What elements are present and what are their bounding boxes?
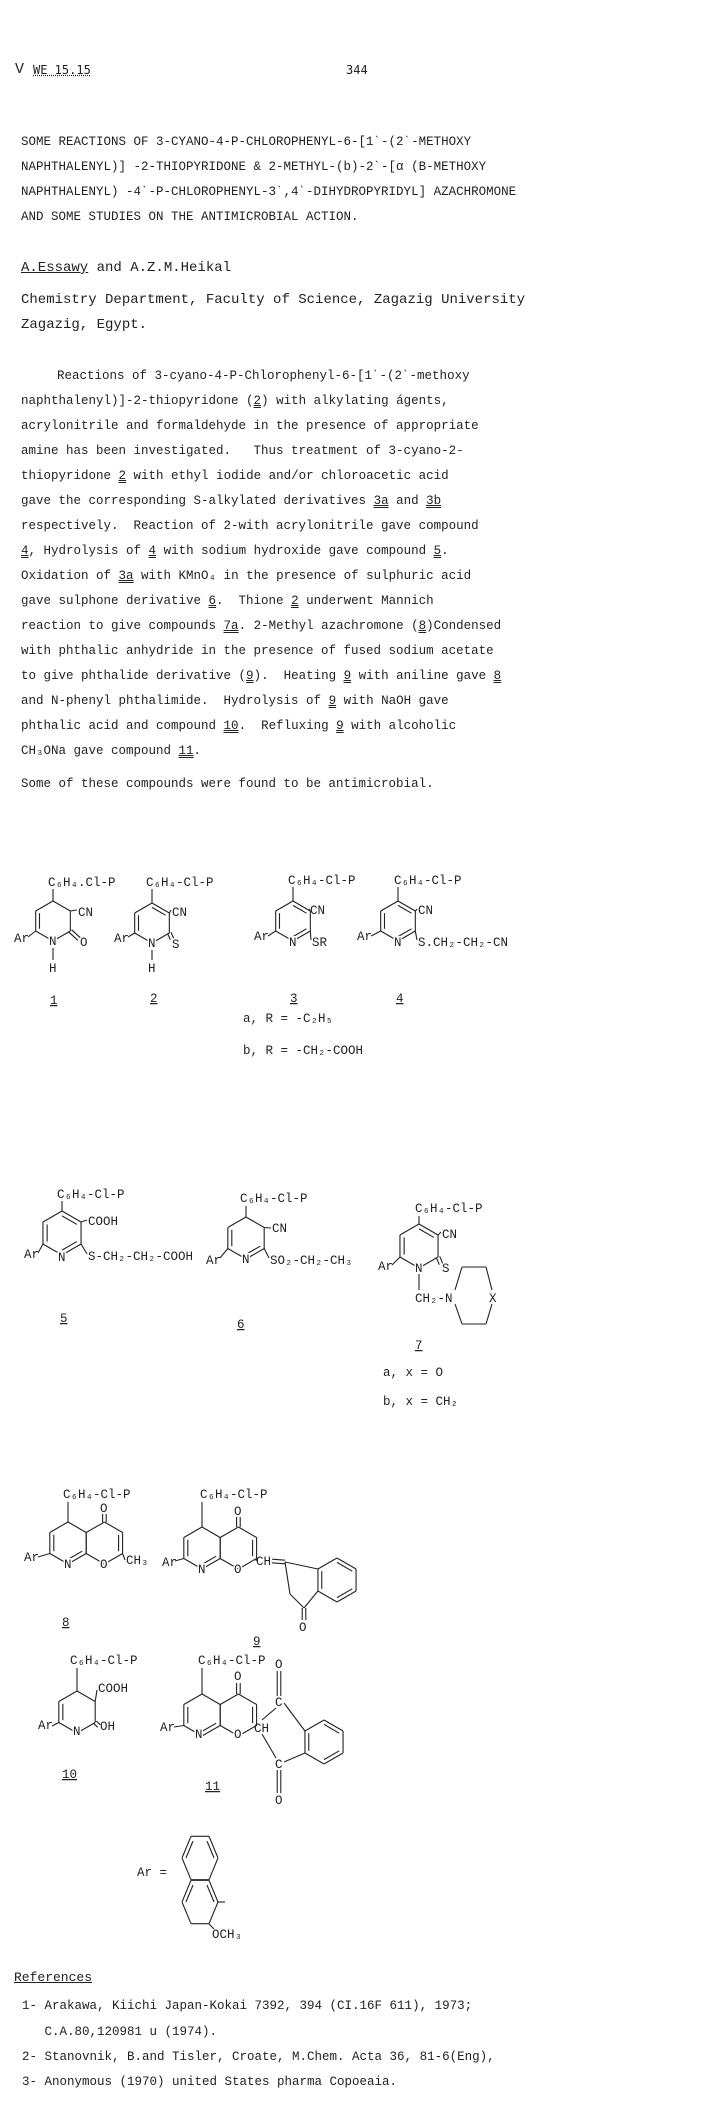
ring-oxygen-label: O [100, 1558, 108, 1572]
bond [310, 931, 311, 940]
header-code: WE 15.15 [33, 63, 91, 77]
bond [81, 1220, 87, 1222]
keto-oxygen-label: O [234, 1505, 242, 1519]
bond [207, 1885, 214, 1902]
bond [174, 1726, 184, 1728]
text-segment: and [388, 494, 427, 508]
bond [50, 1522, 68, 1533]
bond [104, 1522, 122, 1533]
bond [220, 1527, 238, 1538]
bond [337, 1562, 352, 1571]
bond [415, 909, 417, 911]
text-segment: with alcoholic [343, 719, 457, 733]
bond [371, 931, 381, 936]
compound-number: 6 [237, 1318, 245, 1332]
ar-equals-label: Ar = [137, 1866, 168, 1880]
bond [182, 1836, 191, 1858]
text-segment: , Hydrolysis of [28, 544, 149, 558]
hydrogen-label: H [49, 962, 57, 976]
keto-oxygen-label: O [100, 1502, 108, 1516]
bond [28, 931, 36, 937]
compound-number: 2 [150, 992, 158, 1006]
bond [62, 1216, 77, 1225]
structure-5 [24, 1188, 193, 1326]
cn-label: CN [418, 904, 434, 918]
bond [209, 1902, 218, 1924]
cn-label: CN [172, 906, 188, 920]
text-segment: to give phthalide derivative ( [21, 669, 247, 683]
bond [202, 1723, 216, 1731]
bond [285, 1562, 318, 1569]
bond [318, 1558, 337, 1569]
compound-number: 1 [50, 994, 58, 1008]
text-segment: with phthalic anhydride in the presence of fused sodium acetate [21, 644, 494, 658]
text-segment: acrylonitrile and formaldehyde in the presence of appropriate [21, 419, 479, 433]
text-segment: gave sulphone derivative [21, 594, 209, 608]
cn-label: CN [78, 906, 94, 920]
bond [436, 1258, 439, 1265]
nitrogen-label: N [394, 936, 402, 950]
text-segment: with NaOH gave [336, 694, 449, 708]
reference-item: 3- Anonymous (1970) united States pharma Copoeaia. [22, 2075, 398, 2089]
nitrogen-label: N [58, 1251, 66, 1265]
text-segment: . [441, 544, 449, 558]
structure-11 [160, 1654, 283, 1808]
compound-number: 4 [396, 992, 404, 1006]
ar-label: Ar [357, 930, 373, 944]
header-mark: V [15, 61, 25, 78]
bond [398, 901, 415, 911]
bond [182, 1902, 191, 1924]
substituent-label: C₆H₄.Cl-P [48, 876, 116, 890]
bond [293, 905, 307, 913]
bond [238, 1694, 256, 1705]
bond [184, 1694, 202, 1705]
cn-label: CN [310, 904, 326, 918]
bond [36, 901, 53, 911]
bond [184, 1527, 202, 1538]
bond [285, 1562, 290, 1594]
bond [290, 1594, 304, 1608]
bond [246, 1217, 264, 1228]
sulfur-label: S [172, 938, 180, 952]
bond [168, 934, 171, 940]
bond [400, 1224, 419, 1235]
references-heading: References [14, 1970, 93, 1985]
bond [415, 931, 417, 940]
bond [202, 1726, 220, 1737]
bond [304, 1591, 318, 1608]
ar-label: Ar [114, 932, 130, 946]
keto-oxygen-label: O [234, 1670, 242, 1684]
bond [152, 903, 169, 913]
bond [318, 1591, 337, 1602]
structure-1 [14, 876, 116, 1008]
title-line: SOME REACTIONS OF 3-CYANO-4-P-CHLOROPHENYL-6-[1ˋ-(2ˋ-METHOXY [21, 135, 472, 149]
compound-reference: 8 [493, 669, 502, 683]
side-chain-label: SO₂-CH₂-CH₃ [270, 1254, 353, 1268]
hydroxyl-label: OH [100, 1720, 116, 1734]
methyl-label: CH₃ [126, 1554, 149, 1568]
variant-a: a, R = -C₂H₅ [243, 1012, 334, 1026]
compound-reference: 3b [426, 494, 442, 508]
text-segment: Reactions of 3-cyano-4-P-Chlorophenyl-6-[1ˋ-(2ˋ-methoxy [57, 369, 470, 383]
structure-6 [206, 1192, 353, 1332]
bond [455, 1267, 462, 1290]
compound-reference: 4 [148, 544, 157, 558]
bond [381, 901, 398, 911]
oxygen-label: O [80, 936, 88, 950]
nitrogen-label: N [195, 1728, 203, 1742]
substituent-label: C₆H₄-Cl-P [200, 1488, 268, 1502]
text-segment: Oxidation of [21, 569, 119, 583]
bond [486, 1304, 492, 1324]
bond [94, 1724, 98, 1728]
text-segment: amine has been investigated. Thus treatment of 3-cyano-2- [21, 444, 464, 458]
carbonyl-carbon-label: C [275, 1696, 283, 1710]
nitrogen-label: N [198, 1563, 206, 1577]
cn-label: CN [442, 1228, 458, 1242]
nitrogen-label: N [73, 1725, 81, 1739]
bond [38, 1554, 50, 1558]
carbonyl-oxygen-label: O [275, 1658, 283, 1672]
sr-label: SR [312, 936, 328, 950]
bond [77, 1691, 95, 1702]
ar-label: Ar [206, 1254, 222, 1268]
substituent-label: C₆H₄-Cl-P [70, 1654, 138, 1668]
bond [284, 1703, 305, 1731]
bond [262, 1734, 276, 1758]
nitrogen-label: N [64, 1558, 72, 1572]
carbonyl-oxygen-label: O [275, 1794, 283, 1808]
ar-label: Ar [14, 932, 30, 946]
compound-reference: 2 [253, 394, 262, 408]
bond [86, 1522, 104, 1533]
compound-reference: 9 [343, 669, 352, 683]
compound-reference: 8 [418, 619, 427, 633]
ch-label: CH [254, 1722, 270, 1736]
structure-9 [162, 1488, 307, 1649]
nitrogen-label: N [242, 1253, 250, 1267]
cooh-label: COOH [88, 1215, 119, 1229]
ar-label: Ar [378, 1260, 394, 1274]
first-author: A.Essawy [21, 260, 89, 276]
text-segment: with sodium hydroxide gave compound [156, 544, 434, 558]
ring-oxygen-label: O [234, 1563, 242, 1577]
bond [202, 1527, 220, 1538]
ch2n-label: CH₂-N [415, 1292, 453, 1306]
bond [95, 1690, 97, 1702]
text-segment: ). Heating [253, 669, 344, 683]
text-segment: )Condensed [426, 619, 502, 633]
bond [268, 931, 276, 936]
abstract-conclusion: Some of these compounds were found to be antimicrobial. [21, 777, 434, 791]
bond [305, 1753, 324, 1764]
bond [220, 1249, 228, 1259]
bond [272, 1563, 285, 1564]
bond [152, 907, 166, 915]
compound-reference: 3a [118, 569, 134, 583]
compound-reference: 9 [336, 719, 344, 733]
compound-number: 10 [62, 1768, 78, 1782]
bond [53, 901, 70, 911]
substituent-label: C₆H₄-Cl-P [57, 1188, 125, 1202]
nitrogen-label: N [148, 937, 156, 951]
text-segment: underwent Mannich [298, 594, 434, 608]
text-segment: gave the corresponding S-alkylated derivatives [21, 494, 374, 508]
structure-4 [357, 874, 508, 1006]
text-segment: thiopyridone [21, 469, 119, 483]
bond [398, 905, 412, 913]
structure-7 [378, 1202, 497, 1409]
ch-label: CH [256, 1555, 272, 1569]
bond [305, 1720, 324, 1731]
ring-oxygen-label: O [234, 1728, 242, 1742]
bond [43, 1211, 62, 1222]
bond [419, 1224, 438, 1235]
text-segment: and N-phenyl phthalimide. Hydrolysis of [21, 694, 329, 708]
bond [272, 1559, 285, 1560]
substituent-label: C₆H₄-Cl-P [415, 1202, 483, 1216]
bond [209, 1836, 218, 1858]
compound-reference: 4 [21, 544, 29, 558]
bond [169, 910, 171, 913]
bond [123, 1554, 125, 1561]
title-line: NAPHTHALENYL) -4ˋ-P-CHLOROPHENYL-3ˋ,4ˋ-DIHYDROPYRIDYL] AZACHROMONE [21, 185, 517, 199]
bond [52, 1723, 59, 1727]
bond [264, 1228, 271, 1229]
compound-reference: 2 [291, 594, 299, 608]
bond [182, 1880, 191, 1902]
bond [62, 1242, 77, 1251]
bond [238, 1527, 256, 1538]
text-segment: reaction to give compounds [21, 619, 224, 633]
title-line: NAPHTHALENYL)] -2-THIOPYRIDONE & 2-METHYL-(b)-2ˋ-[α (B-METHOXY [21, 160, 487, 174]
compound-reference: 5 [433, 544, 442, 558]
side-chain-label: S-CH₂-CH₂-COOH [88, 1250, 194, 1264]
compound-reference: 2 [118, 469, 127, 483]
substituent-label: C₆H₄-Cl-P [288, 874, 356, 888]
text-segment: . Thione [216, 594, 292, 608]
structure-8 [24, 1488, 149, 1630]
reference-item: 1- Arakawa, Kiichi Japan-Kokai 7392, 394 (CI.16F 611), 1973; [22, 1999, 473, 2013]
substituent-label: C₆H₄-Cl-P [146, 876, 214, 890]
x-label: X [489, 1292, 497, 1306]
compound-number: 9 [253, 1635, 261, 1649]
text-segment: CH₃ONa gave compound [21, 744, 179, 758]
substituent-label: C₆H₄-Cl-P [394, 874, 462, 888]
hydrogen-label: H [148, 962, 156, 976]
compound-reference: 10 [223, 719, 239, 733]
ar-label: Ar [254, 930, 270, 944]
bond [438, 1232, 441, 1235]
bond [284, 1753, 305, 1762]
bond [62, 1211, 81, 1222]
substituent-label: C₆H₄-Cl-P [198, 1654, 266, 1668]
compound-reference: 7a [223, 619, 239, 633]
compound-reference: 6 [208, 594, 217, 608]
bond [220, 1694, 238, 1705]
structure-10 [38, 1654, 138, 1782]
bond [324, 1724, 339, 1733]
bond [455, 1304, 462, 1324]
bond [419, 1229, 434, 1238]
compound-number: 3 [290, 992, 298, 1006]
bond [202, 1694, 220, 1705]
ar-label: Ar [38, 1719, 54, 1733]
sulfur-label: S [442, 1262, 450, 1276]
affiliation-line: Chemistry Department, Faculty of Science, Zagazig University [21, 292, 526, 308]
bond [486, 1267, 492, 1290]
text-segment: ) with alkylating ágents, [261, 394, 449, 408]
compound-reference: 11 [178, 744, 194, 758]
side-chain-label: S.CH₂-CH₂-CN [418, 936, 509, 950]
text-segment: with ethyl iodide and/or chloroacetic acid [126, 469, 449, 483]
bond [182, 1858, 191, 1880]
text-segment: . Refluxing [238, 719, 337, 733]
bond [264, 1249, 269, 1259]
substituent-label: C₆H₄-Cl-P [240, 1192, 308, 1206]
title-line: AND SOME STUDIES ON THE ANTIMICROBIAL ACTION. [21, 210, 359, 224]
bond [209, 1858, 218, 1880]
ar-label: Ar [160, 1721, 176, 1735]
bond [186, 1841, 193, 1858]
carbonyl-carbon-label: C [275, 1758, 283, 1772]
structure-3 [243, 874, 363, 1058]
text-segment: . 2-Methyl azachromone ( [238, 619, 419, 633]
substituent-label: C₆H₄-Cl-P [63, 1488, 131, 1502]
bond [81, 1244, 87, 1254]
text-segment: respectively. Reaction of 2-with acrylonitrile gave compound [21, 519, 479, 533]
compound-reference: 9 [246, 669, 254, 683]
cooh-label: COOH [98, 1682, 129, 1696]
reference-item: C.A.80,120981 u (1974). [22, 2025, 218, 2039]
bond [207, 1841, 214, 1858]
bond [262, 1708, 276, 1720]
affiliation-line: Zagazig, Egypt. [21, 317, 148, 333]
compound-number: 7 [415, 1339, 423, 1353]
compound-number: 11 [205, 1780, 221, 1794]
ar-label: Ar [24, 1248, 40, 1262]
structure-2 [114, 876, 214, 1006]
text-segment: with aniline gave [351, 669, 494, 683]
methoxy-label: OCH₃ [212, 1928, 243, 1942]
bond [209, 1880, 218, 1902]
bond [392, 1257, 400, 1265]
bond [293, 901, 310, 911]
other-authors: and A.Z.M.Heikal [88, 260, 232, 276]
reference-item: 2- Stanovnik, B.and Tisler, Croate, M.Chem. Acta 36, 81-6(Eng), [22, 2050, 495, 2064]
bond [276, 901, 293, 911]
bond [68, 1522, 86, 1533]
nitrogen-label: N [49, 935, 57, 949]
variant-a: a, x = O [383, 1366, 444, 1380]
compound-number: 8 [62, 1616, 70, 1630]
variant-b: b, x = CH₂ [383, 1395, 459, 1409]
ar-label: Ar [24, 1551, 40, 1565]
bond [59, 1691, 77, 1702]
compound-reference: 9 [328, 694, 337, 708]
bond [324, 1751, 339, 1760]
compound-reference: 3a [373, 494, 389, 508]
nitrogen-label: N [289, 936, 297, 950]
bond [70, 910, 77, 911]
page-number: 344 [346, 63, 368, 77]
text-segment: phthalic acid and compound [21, 719, 224, 733]
compound-number: 5 [60, 1312, 68, 1326]
nitrogen-label: N [415, 1262, 423, 1276]
variant-b: b, R = -CH₂-COOH [243, 1044, 364, 1058]
text-segment: naphthalenyl)]-2-thiopyridone ( [21, 394, 254, 408]
bond [186, 1885, 193, 1902]
cn-label: CN [272, 1222, 288, 1236]
bond [135, 903, 152, 913]
text-segment: . [193, 744, 202, 758]
text-segment: with KMnO₄ in the presence of sulphuric acid [133, 569, 472, 583]
bond [228, 1217, 246, 1228]
indanone-oxygen-label: O [299, 1621, 307, 1635]
bond [337, 1589, 352, 1598]
ar-label: Ar [162, 1556, 178, 1570]
